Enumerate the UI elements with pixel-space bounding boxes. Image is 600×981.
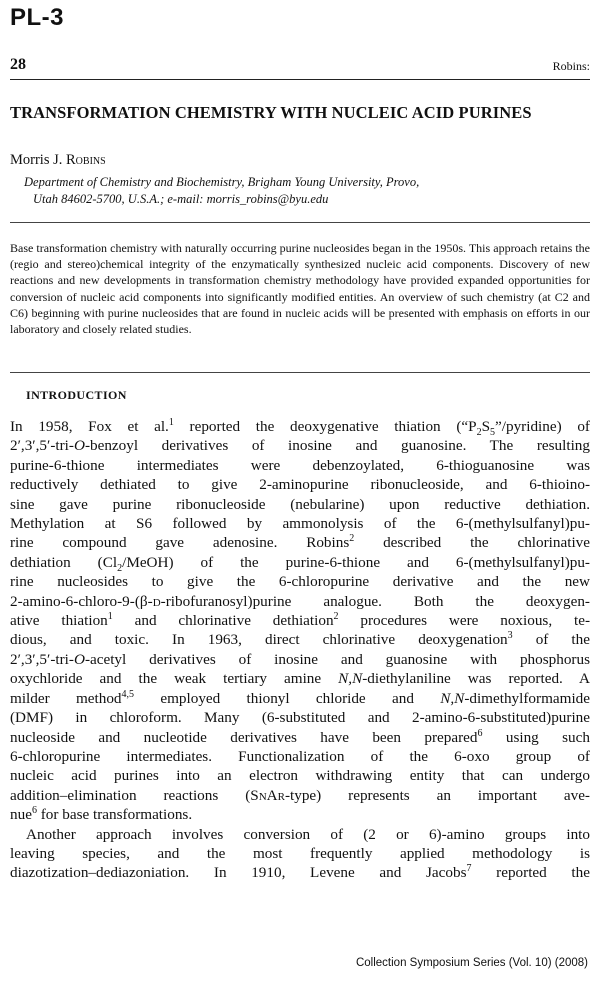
document-label: PL-3 bbox=[10, 4, 65, 31]
abstract-text: Base transformation chemistry with naturally occurring purine nucleosides began in the 1950s. This approach retains the (regio and stereo)chemical integrity of the enzymatically synthesized nucleic acid components. Discovery of new reactions and new developments in transformation chemistry methodology have provided expanded opportunities for conversion of nucleic acid components into significantly modified entities. An overview of such chemistry (at C2 and C6) beginning with purine nucleosides that are found in nucleic acids will be presented with emphasis on efforts in our laboratory and closely related studies. bbox=[10, 241, 590, 337]
body-line: dious, and toxic. In 1963, direct chlorinative deoxygenation$^3$ of the bbox=[10, 630, 590, 649]
author-first-name: Morris J. bbox=[10, 152, 66, 168]
body-line: reductively dethiated to give 2-aminopurine ribonucleoside, and 6-thioino- bbox=[10, 476, 590, 494]
running-head: Robins: bbox=[552, 59, 590, 73]
body-line: dethiation $(Cl_2/MeOH)$ of the purine-6-thione and 6-(methylsulfanyl)pu- bbox=[10, 553, 590, 574]
article-title: TRANSFORMATION CHEMISTRY WITH NUCLEIC ACID PURINES bbox=[10, 103, 532, 122]
affiliation-line-2: Utah 84602-5700, U.S.A.; e-mail: morris_robins@byu.edu bbox=[33, 192, 329, 206]
page-number: 28 bbox=[10, 56, 26, 73]
body-line: 2′,3′,5′-tri-O-benzoyl derivatives of inosine and guanosine. The resulting bbox=[10, 437, 590, 455]
body-line: Methylation at S6 followed by ammonolysis of the 6-(methylsulfanyl)pu- bbox=[10, 515, 590, 533]
body-line: In 1958, Fox et al.$^1$ reported the deoxygenative thiation $(“P_2S_5”/pyridine)$ of bbox=[10, 416, 590, 439]
body-line: ative thiation$^1$ and chlorinative dethiation$^2$ procedures were noxious, te- bbox=[10, 611, 591, 630]
page-footer: Collection Symposium Series (Vol. 10) (2008) bbox=[355, 957, 588, 969]
body-line: diazotization–dediazoniation. In 1910, Levene and Jacobs$^7$ reported the bbox=[10, 863, 590, 882]
body-line: addition–elimination reactions (SnAr-type) represents an important ave- bbox=[10, 786, 590, 804]
abstract-bottom-rule bbox=[10, 372, 590, 373]
body-line: nue$^6$ for base transformations. bbox=[10, 805, 193, 824]
body-line: sine gave purine ribonucleoside (nebularine) upon reductive dethiation. bbox=[10, 495, 590, 513]
body-line: leaving species, and the most frequently applied methodology is bbox=[10, 844, 590, 862]
abstract-top-rule bbox=[10, 222, 590, 223]
body-line: nucleoside and nucleotide derivatives have been prepared$^6$ using such bbox=[10, 727, 590, 746]
header-rule bbox=[10, 79, 590, 80]
section-heading-introduction: INTRODUCTION bbox=[26, 388, 127, 402]
body-line: oxychloride and the weak tertiary amine N,N-diethylaniline was reported. A bbox=[10, 670, 590, 688]
body-line: milder method$^{4,5}$ employed thionyl chloride and N,N-dimethylformamide bbox=[10, 688, 590, 707]
body-line: purine-6-thione intermediates were debenzoylated, 6-thioguanosine was bbox=[10, 456, 590, 474]
body-line: 2′,3′,5′-tri-O-acetyl derivatives of inosine and guanosine with phosphorus bbox=[10, 650, 590, 668]
body-line: 6-chloropurine intermediates. Functionalization of the 6-oxo group of bbox=[10, 747, 590, 765]
author-last-name: Robins bbox=[66, 152, 106, 168]
page-header bbox=[10, 56, 590, 78]
author-affiliation bbox=[24, 174, 419, 208]
body-line: rine compound gave adenosine. Robins$^2$ described the chlorinative bbox=[10, 533, 590, 552]
author-name bbox=[10, 152, 106, 169]
body-line: rine nucleosides to give the 6-chloropurine derivative and the new bbox=[10, 573, 590, 591]
body-line: Another approach involves conversion of (2 or 6)-amino groups into bbox=[26, 825, 590, 843]
body-line: 2-amino-6-chloro-9-(β-d-ribofuranosyl)purine analogue. Both the deoxygen- bbox=[10, 592, 590, 610]
body-line: (DMF) in chloroform. Many (6-substituted and 2-amino-6-substituted)purine bbox=[10, 709, 590, 727]
body-line: nucleic acid purines into an electron withdrawing entity that can undergo bbox=[10, 767, 590, 785]
body-text bbox=[10, 417, 590, 883]
affiliation-line-1: Department of Chemistry and Biochemistry, Brigham Young University, Provo, bbox=[24, 175, 420, 189]
